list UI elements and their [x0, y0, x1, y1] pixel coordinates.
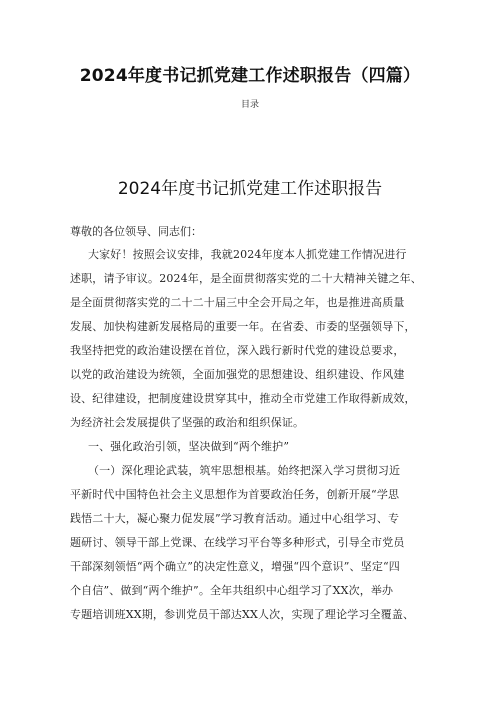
section-title: 2024年度书记抓党建工作述职报告 [117, 179, 383, 199]
body-line: 个自信”、做到“两个维护”。全年共组织中心组学习了XX次，举办 [70, 584, 394, 597]
body-line: 专题培训班XX期，参训党员干部达XX人次，实现了理论学习全覆盖、 [70, 608, 415, 621]
toc-label: 目录 [240, 100, 259, 110]
body-line: 设、纪律建设，把制度建设贯穿其中，推动全市党建工作取得新成效， [70, 392, 416, 405]
body-line: 践悟二十大，凝心聚力促发展”学习教育活动。通过中心组学习、专 [70, 512, 400, 525]
body-line: 以党的政治建设为统领，全面加强党的思想建设、组织建设、作风建 [70, 368, 405, 381]
body-line: 我坚持把党的政治建设摆在首位，深入践行新时代党的建设总要求， [70, 344, 405, 357]
body-line: 发展、加快构建新发展格局的重要一年。在省委、市委的坚强领导下， [70, 320, 416, 333]
document-title: 2024年度书记抓党建工作述职报告（四篇） [79, 66, 421, 86]
body-line: 为经济社会发展提供了坚强的政治和组织保证。 [70, 416, 305, 429]
body-line: 述职，请予审议。2024年，是全面贯彻落实党的二十大精神关键之年、 [70, 272, 422, 285]
body-line: 题研讨、领导干部上党课、在线学习平台等多种形式，引导全市党员 [70, 536, 405, 549]
greeting-line: 尊敬的各位领导、同志们： [70, 225, 202, 238]
body-line: 是全面贯彻落实党的二十二十届三中全会开局之年，也是推进高质量 [70, 296, 405, 309]
section-heading: 一、强化政治引领，坚决做到“两个维护” [88, 440, 290, 453]
body-line: 干部深刻领悟“两个确立”的决定性意义，增强“四个意识”、坚定“四 [70, 560, 400, 573]
body-line: 大家好！按照会议安排，我就2024年度本人抓党建工作情况进行 [88, 248, 407, 261]
body-line: （一）深化理论武装，筑牢思想根基。始终把深入学习贯彻习近 [88, 464, 401, 477]
body-line: 平新时代中国特色社会主义思想作为首要政治任务，创新开展“学思 [70, 488, 400, 501]
